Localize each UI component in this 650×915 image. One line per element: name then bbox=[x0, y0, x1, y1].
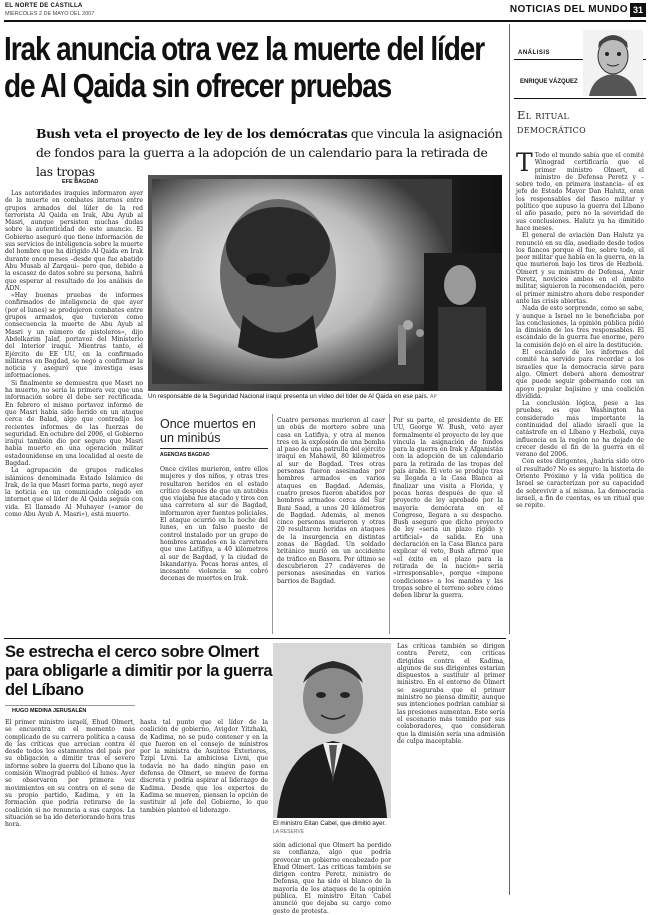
main-column-3: Cuatro personas murieron al caer un obús de mortero sobre una casa en Latifiya, y otra al menos tres en la explosión de una bomba al paso de una patrulla del ejército iraquí en Mahawil, 80 kilómetros al sur de Bagdad. Tres otras personas fueron asesinadas por hombres armados en varios ataques en Bagdad. Además, cuatro presos fueron abatidos por hombres armados cerca del Sur Bani Saad, a unos 20 kilómetros de Bagdad. Además, al menos cinco personas murieron y otras 20 resultaron heridas en ataques de la insurgencia en distintas zonas de Bagdad. Un soldado británico murió en un accidente de tráfico en Basora. Por último se descubrieron 27 cadáveres de personas asesinadas en varios barrios de Bagdad. bbox=[277, 417, 385, 585]
analysis-paragraph: El escándalo de los informes del comité ha servido para recordar a los israelíes que la democracia sirve para algo. Olmert deberá ahora demostrar que puede seguir gobernando con un apoyo popular bajísimo y una coalición dividida. bbox=[516, 349, 644, 400]
analysis-paragraph: Con estos dirigentes, ¿habría sido otro el resultado? No es seguro: la historia de Oriente Próximo y la vida política de Israel se caracterizan por su capacidad de sobrevivir a sí misma. La democracia israelí, a fin de cuentas, es un ritual que se repite. bbox=[516, 458, 644, 510]
second-column-4: Las críticas también se dirigen contra Peretz, con críticas dirigidas contra el Kadima, algunos de sus dirigentes estarían dispuestos a sustituir al primer ministro. En el entorno de Olmert se aseguraba que el primer ministro no piensa dimitir, aunque sus intenciones podrían cambiar si las presiones aumentan. Este sería el escenario más temido por sus colaboradores, que consideran que la dimisión sería una admisión de culpa inaceptable. bbox=[397, 643, 505, 745]
minister-photo bbox=[273, 643, 391, 818]
second-byline: HUGO MEDINA JERUSALÉN bbox=[12, 708, 87, 714]
main-column-1 bbox=[5, 190, 143, 634]
main-photo bbox=[148, 175, 502, 391]
drop-cap: T bbox=[516, 148, 533, 177]
photo-credit-2: LA RESERVE bbox=[273, 829, 305, 835]
second-photo bbox=[273, 643, 391, 818]
sidebar-byline: AGENCIAS BAGDAD bbox=[160, 452, 210, 458]
analysis-paragraph: T Todo el mundo sabía que el comité Winograd certificaría que el primer ministro Olmert, el ministro de Defensa Peretz y –sobre todo, en primera instancia– el ex jefe de Estado Mayor Dan Halutz, eran los responsables del fiasco militar y político que supuso la guerra del Líbano el año pasado, pero no la severidad de sus conclusiones. Halutz ya ha dimitido hace meses. bbox=[516, 148, 644, 232]
caption-text-2: El ministro Eitan Cabel, que dimitió ayer. bbox=[273, 820, 387, 827]
analysis-label: ANÁLISIS bbox=[518, 50, 551, 56]
sidebar-box bbox=[160, 415, 268, 633]
sidebar-body: Once civiles murieron, entre ellos mujeres y dos niños, y otras tres resultaron heridos en el estado crítico después de que un autobús que viajaba fue atacado y tiros con una carretera al sur de Bagdad, informaron ayer fuentes policiales. El ataque ocurrió en la noche del lunes, en un falso puesto de control instalado por un grupo de hombres armados en la carretera que une Latifiya, a 40 kilómetros al sur de Bagdad, y la ciudad de Iskandariya. Pocas horas antes, el incesante violencia se cobró decenas de muertos en Irak. bbox=[160, 466, 269, 583]
analysis-body bbox=[516, 148, 644, 880]
main-column-4: Por su parte, el presidente de EE UU, George W. Bush, vetó ayer formalmente el proyecto de ley que vincula la asignación de fondos para la guerra en Irak y Afganistán con la adopción de un calendario para la retirada de las tropas del país árabe. El veto se produjo tras su llegada a la Casa Blanca al finalizar una visita a Florida, y pocas horas después de que el proyecto de ley aprobado por la mayoría demócrata en el Congreso, llegara a su despacho. Bush aseguró que dicho proyecto de ley «sería un plazo rígido y artificial» de salida. En una declaración en la Casa Blanca para explicar el veto, Bush afirmó que «el éxito en el plazo para la retirada de la nación» sería «irresponsable», porque «impone condiciones» a los mandos y las tropas sobre el terreno sobre cómo deben librar la guerra. bbox=[393, 417, 503, 600]
section-title: NOTICIAS DEL MUNDO bbox=[509, 4, 628, 15]
headline-deck bbox=[36, 124, 506, 179]
main-paragraph: Si finalmente se demuestra que Masri no ha muerto, no sería la primera vez que una información sobre él debe ser rectificada. En febrero el mismo portavoz informó de que Masri había sido herido en un ataque cerca de Balad, algo que contradijo los recientes informes de las fuerzas de seguridad. En octubre del 2006, el Gobierno iraquí también dio por seguro que Masri había muerto en una operación militar estadounidense en una localidad al oeste de Bagdad. bbox=[5, 379, 143, 467]
analysis-paragraph: El general de aviación Dan Halutz ya renunció en su día, asediado desde todos los flancos porque él fue, sobre todo, el peor militar que había en la guerra, en la que murieron bajo los tiros de Hezbolá. Olmert y su ministro de Defensa, Amir Peretz, novicios ambos en el ámbito militar, siguieron la recomendación, pero el primer ministro ahora debe responder ante las crisis abiertas. bbox=[516, 232, 644, 305]
page-title: Irak anuncia otra vez la muerte del líder de Al Qaida sin ofrecer pruebas bbox=[4, 30, 485, 104]
masthead-rule bbox=[4, 20, 646, 22]
author-name: ENRIQUE VÁZQUEZ bbox=[520, 79, 578, 85]
main-paragraph: Las autoridades iraquíes informaron ayer de la muerte en combates internos entre grupos armados del líder de la red terrorista Al Qaida en Irak, Abu Ayub al Masri, aunque persisten muchas dudas sobre la autenticidad de este anuncio. El Gobierno aseguró que tiene información de sus servicios de inteligencia sobre la muerte del hombre que ha dirigido Al Qaida en Irak durante once meses –desde que fue abatido Abu Musab al Zarqaui– pero que, debido a la escasez de datos sobre su persona, habrá que esperar al resultado de los análisis de ADN. bbox=[5, 190, 143, 292]
second-column-1: El primer ministro israelí, Ehud Olmert, se encuentra en el momento más complicado de su carrera política a causa de las críticas que arrecian contra él desde todos los estamentos del país por su obligación a dimitir tras el severo informe sobre la guerra del Líbano que la comisión Winograd publicó el lunes. Ayer se observaron por primera vez movimientos en su contra en el seno de su propio partido, Kadima, y en la formación que podría retirarse de la coalición si no renuncia a sus cargos. La situación se ha ido deteriorando hora tras hora. bbox=[5, 719, 135, 829]
second-photo-caption bbox=[273, 820, 391, 836]
section-divider bbox=[4, 638, 506, 639]
main-paragraph: La agrupación de grupos radicales islámicos denominada Estado Islámico de Irak, de la que Masri forma parte, negó ayer la noticia en un comunicado colgado en internet que el líder de Al Qaida seguía con vida. El llamado Al Muhayer («amor de como Abu Ayub A. Masri»), está muerto. bbox=[5, 467, 143, 519]
analysis-paragraph: Nada de esto sorprende, como se sabe, y aunque a Israel no le beneficiaba por las conclusiones, la opinión pública pidió la dimisión de los tres responsables. El escándalo de la guerra fue enorme, pero la comisión dejó en el aire la destitución. bbox=[516, 305, 644, 349]
author-avatar bbox=[583, 30, 643, 96]
deck-rest: que vincula la asignación de fondos para la guerra a la adopción de un calendario para la retirada de las tropas bbox=[36, 126, 503, 179]
main-paragraph: «Hay buenas pruebas de informes confirmados de inteligencia de que ayer (por el lunes) se produjeron combates entre grupos armados, que tuvieron como consecuencia la muerte de Abu Ayub al Masri y un número de pistoleros», dijo Abdelkarim Jalaf, portavoz del Ministerio del Interior iraquí. Mientras tanto, el Ejército de EE UU, en la confirmado militares en Bagdad, se negó a confirmar la noticia y aseguró que investiga esas informaciones. bbox=[5, 292, 143, 380]
sidebar-title: Once muertos en un minibús bbox=[160, 417, 256, 445]
analysis-title: El ritual democrático bbox=[517, 108, 586, 136]
analysis-paragraph: La conclusión lógica, pese a las pruebas, es que Washington ha considerado más importante la continuidad del aliado israelí que la catástrofe en el Líbano y Hezbolá, cuya influencia en la región no ha dejado de crecer desde el fin de la guerra en el verano del 2006. bbox=[516, 400, 644, 459]
main-byline: EFE BAGDAD bbox=[62, 179, 99, 185]
caption-text: Un responsable de la Seguridad Nacional iraquí presenta un vídeo del líder de Al Qaida en ese país. bbox=[148, 393, 429, 400]
second-column-3: sión adicional que Olmert ha perdido su confianza, algo que podría provocar un gobierno encabezado por Ehud Olmert. Las críticas también se dirigen contra Peretz, ministro de Defensa, que ha sido el blanco de la mayoría de los ataques de la opinión pública. El ministro Eitan Cabel anunció que dejaba su cargo como gesto de protesta. bbox=[273, 842, 391, 915]
second-column-2: hasta tal punto que el líder de la coalición de gobierno, Avigdor Yitzhaki, de Kadima, no se pudo contener y en la que fueron en el consejo de ministros por la ministra de Asuntos Exteriores, Tzipi Livni. La ambiciosa Livni, que todavía no ha dado ningún paso en defensa de Olmert, se mueve de forma discreta y podría aspirar al liderazgo de Kadima. Desde que los expertos de Kadima se mueven, piensan la opción de sustituir al jefe del Gobierno, lo que también planteó el liderazgo. bbox=[140, 719, 268, 814]
main-photo-caption bbox=[148, 393, 502, 400]
author-portrait bbox=[583, 30, 643, 96]
second-headline: Se estrecha el cerco sobre Olmert para obligarle a dimitir por la guerra del Líbano bbox=[5, 643, 273, 699]
deck-bold: Bush veta el proyecto de ley de los demócratas bbox=[36, 126, 348, 141]
masthead-paper: EL NORTE DE CASTILLA bbox=[5, 3, 83, 9]
photo-credit: AP bbox=[430, 394, 437, 400]
masthead-date: MIÉRCOLES 2 DE MAYO DEL 2007 bbox=[5, 11, 95, 17]
photo-art bbox=[148, 175, 502, 391]
page-number: 31 bbox=[630, 3, 646, 17]
